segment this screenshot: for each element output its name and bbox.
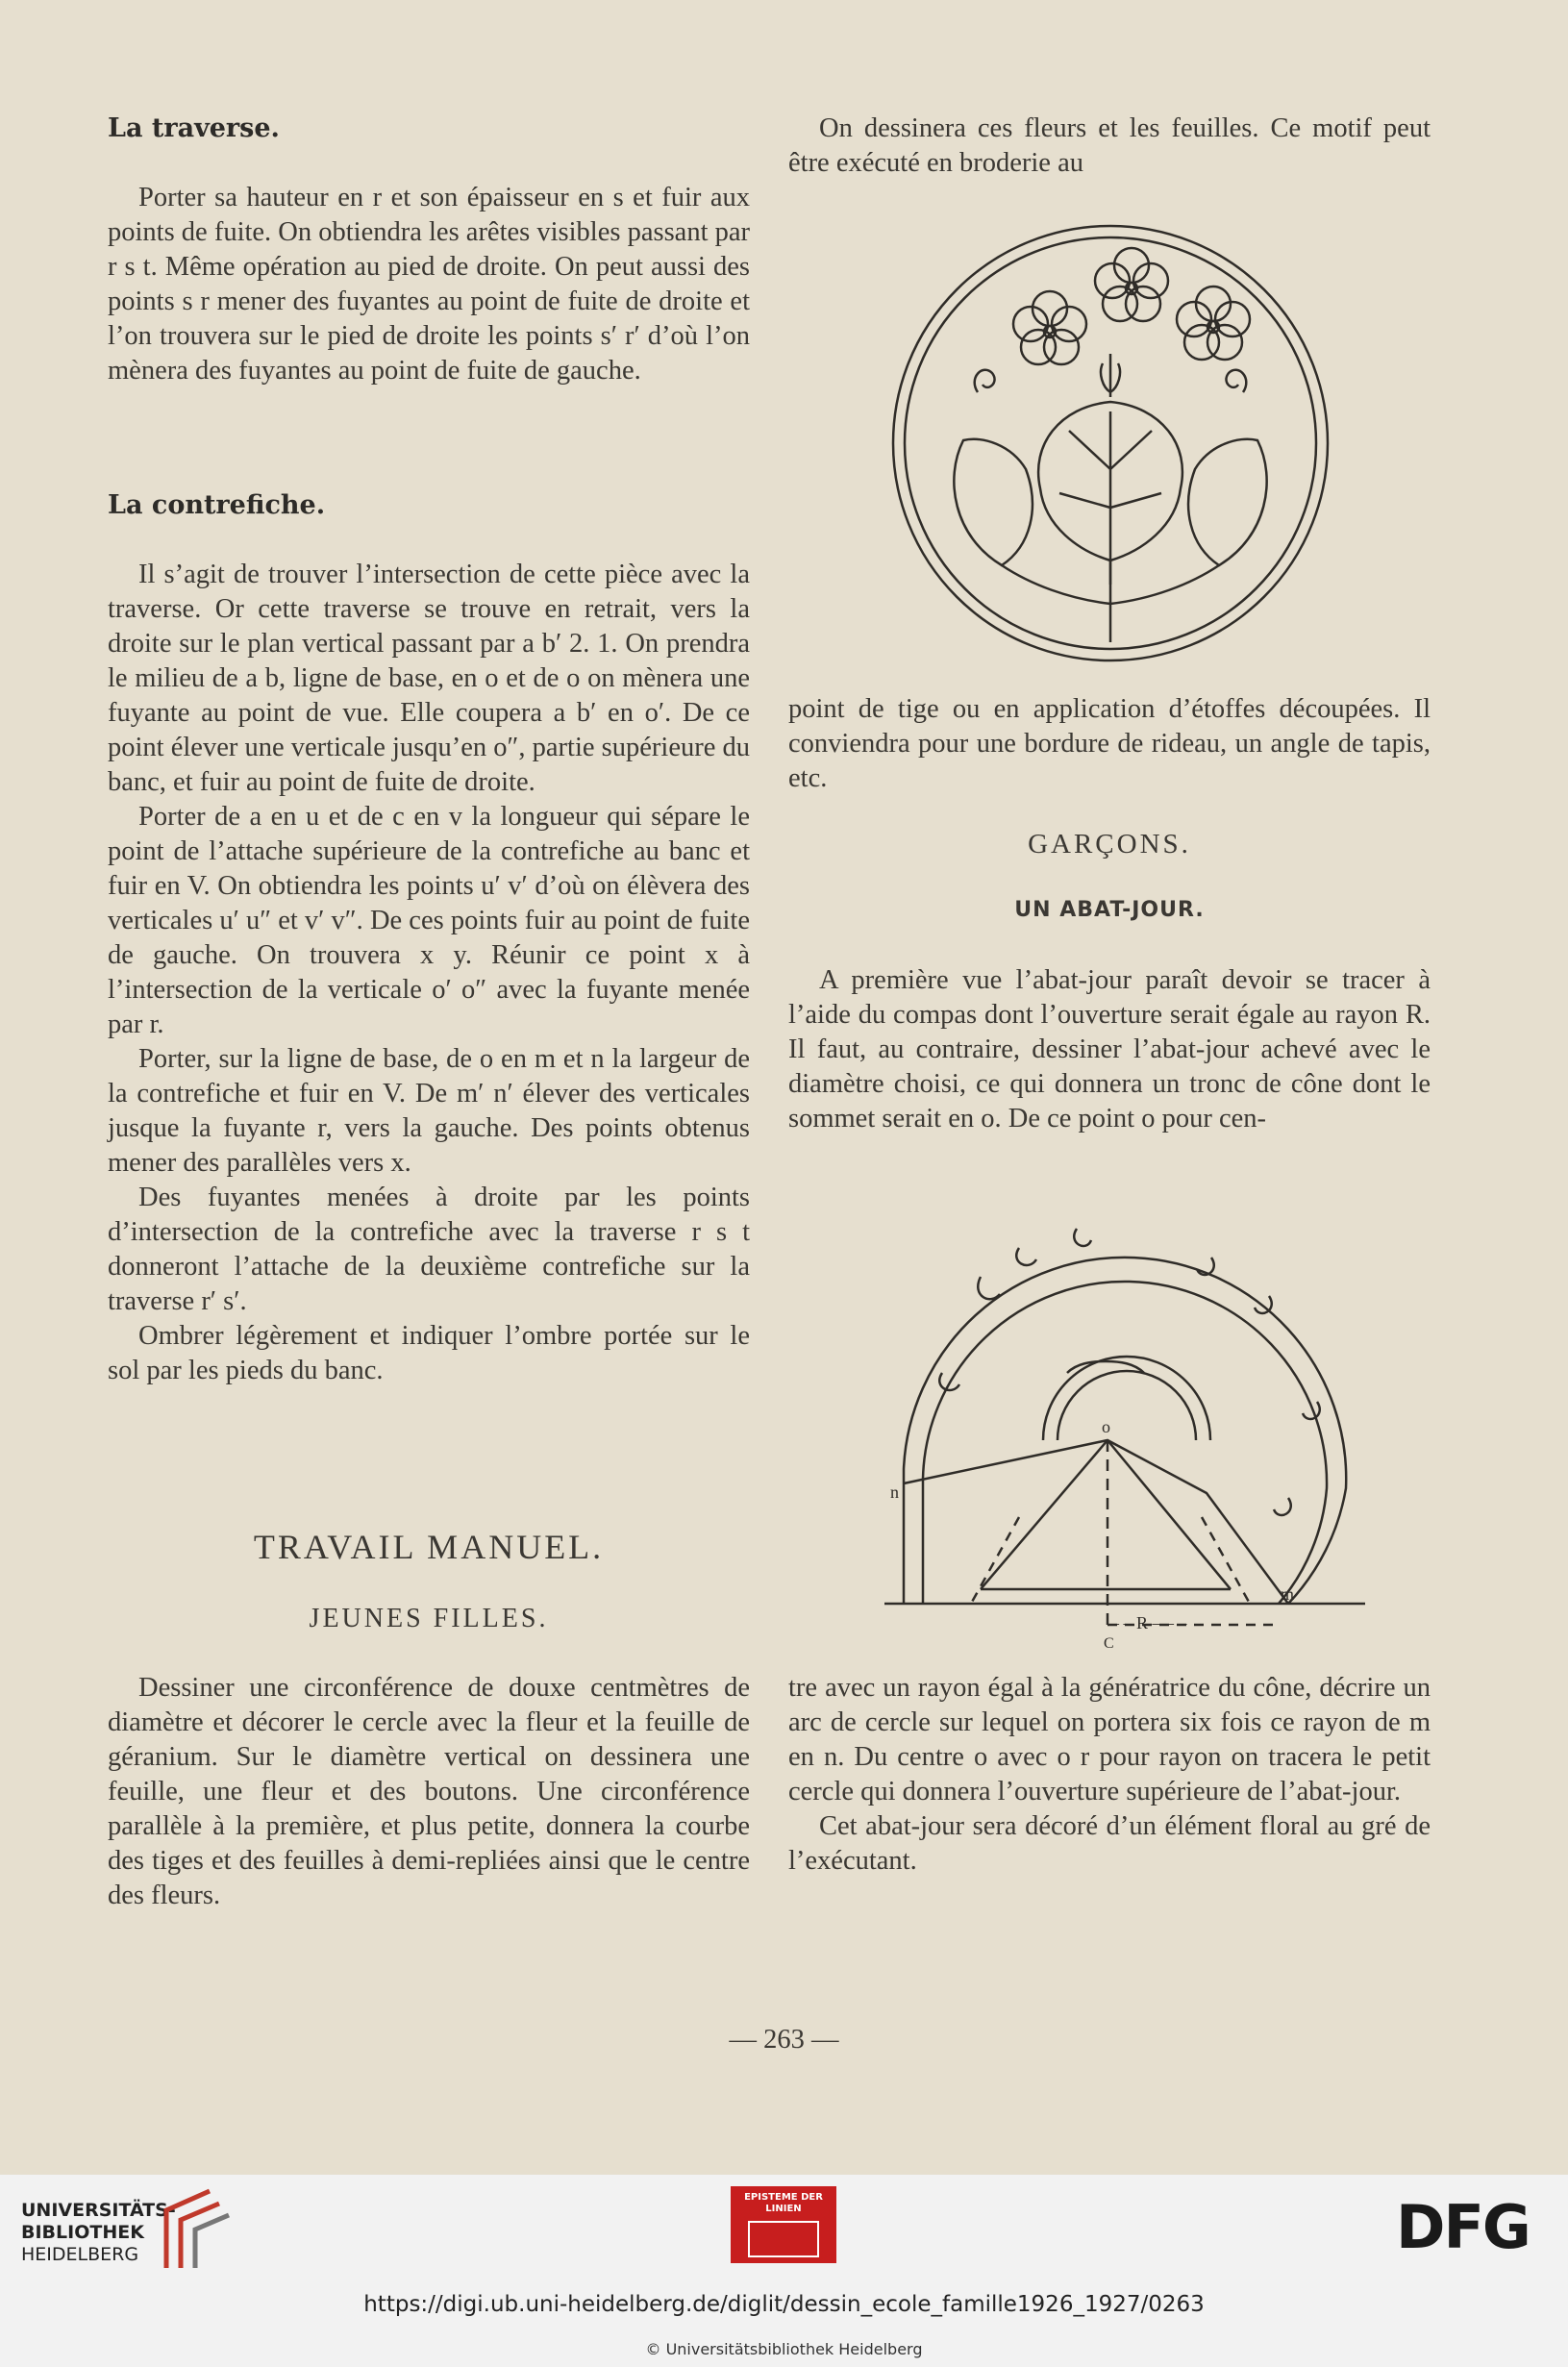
dfg-logo[interactable]: DFG: [1396, 2192, 1530, 2262]
right-continuation: [788, 692, 1431, 796]
contrefiche-text: [108, 558, 750, 1388]
page-number: — 263 —: [729, 2025, 839, 2055]
library-line-3: HEIDELBERG: [21, 2244, 139, 2265]
library-line-1: UNIVERSITÄTS-: [21, 2200, 176, 2221]
paragraph-8: tre avec un rayon égal à la génératrice du cône, décrire un arc de cercle sur lequel on portera six fois ce rayon de m en n. Du centre o avec o r pour rayon on tracera le petit cercle qui donnera l’ouverture supérieure de l’abat-jour.: [788, 1673, 1431, 1806]
heading-travail-manuel: TRAVAIL MANUEL.: [253, 1528, 605, 1566]
heading-abat-jour: UN ABAT-JOUR.: [1014, 898, 1205, 922]
badge-pattern-icon: [748, 2221, 819, 2257]
library-line-2: BIBLIOTHEK: [21, 2222, 144, 2243]
permalink[interactable]: https://digi.ub.uni-heidelberg.de/diglit/dessin_ecole_famille1926_1927/0263: [363, 2292, 1205, 2317]
paragraph-2: Porter de a en u et de c en v la longueur qui sépare le point de l’attache supérieure de la contrefiche au banc et fuir en V. On obtiendra les points u′ v′ d’où on élèvera des verticales u′ u″ et v′ v″. De ces points fuir au point de fuite de gauche. On trouvera x y. Réunir ce point x à l’intersection de la verticale o′ o″ avec la fuyante menée par r.: [108, 802, 750, 1039]
right-intro: [788, 112, 1431, 181]
footer: [0, 2175, 1568, 2367]
paragraph-text: Porter sa hauteur en r et son épaisseur en s et fuir aux points de fuite. On obtiendra les arêtes visibles passant par r s t. Même opération au pied de droite. On peut aussi des points s r mener des fuyantes au point de fuite de droite et l’on trouvera sur le pied de droite les points s′ r′ d’où l’on mènera des fuyantes au point de fuite de gauche.: [108, 183, 750, 386]
heading-jeunes-filles: JEUNES FILLES.: [309, 1604, 549, 1633]
abat-jour-text: [788, 963, 1431, 1136]
paragraph-continuation: point de tige ou en application d’étoffes découpées. Il conviendra pour une bordure de rideau, un angle de tapis, etc.: [788, 694, 1431, 793]
paragraph-6: Dessiner une circonférence de douxe centmètres de diamètre et décorer le cercle avec la fleur et la feuille de géranium. Sur le diamètre vertical on dessinera une feuille, une fleur et des boutons. Une circonférence parallèle à la première, et plus petite, donnera la courbe des tiges et des feuilles à demi-repliées ainsi que le centre des fleurs.: [108, 1673, 750, 1910]
library-logo-icon[interactable]: [152, 2186, 238, 2273]
paragraph-3: Porter, sur la ligne de base, de o en m et n la largeur de la contrefiche et fuir en V. De m′ n′ élever des verticales jusque la fuyante r, vers la gauche. Des points obtenus mener des parallèles vers x.: [108, 1044, 750, 1178]
paragraph-4: Des fuyantes menées à droite par les points d’intersection de la contrefiche avec la traverse r s t donneront l’attache de la deuxième contrefiche sur la traverse r′ s′.: [108, 1183, 750, 1316]
abat-jour-figure: [884, 1181, 1365, 1652]
paragraph-1: Il s’agit de trouver l’intersection de cette pièce avec la traverse. Or cette traverse se trouve en retrait, vers la droite sur le plan vertical passant par a b′ 2. 1. On prendra le milieu de a b, ligne de base, en o et de o on mènera une fuyante au point de vue. Elle coupera a b′ en o′. De ce point élever une verticale jusqu’en o″, partie supérieure du banc, et fuir au point de fuite de droite.: [108, 560, 750, 797]
paragraph-9: Cet abat-jour sera décoré d’un élément floral au gré de l’exécutant.: [788, 1811, 1431, 1876]
label-m: m: [1281, 1584, 1295, 1604]
label-c: C: [1104, 1635, 1114, 1652]
heading-la-traverse: La traverse.: [108, 113, 280, 143]
episteme-badge[interactable]: [731, 2186, 836, 2263]
jeunes-filles-text: [108, 1671, 750, 1913]
badge-text: EPISTEME DER LINIEN: [744, 2192, 823, 2214]
geranium-circle-figure: [886, 219, 1334, 667]
paragraph-traverse: [108, 181, 750, 388]
copyright: © Universitätsbibliothek Heidelberg: [645, 2340, 923, 2358]
heading-la-contrefiche: La contrefiche.: [108, 490, 326, 520]
heading-garcons: GARÇONS.: [1028, 829, 1191, 860]
paragraph-intro: On dessinera ces fleurs et les feuilles. Ce motif peut être exécuté en broderie au: [788, 113, 1431, 178]
label-dimension: – – R – – –: [1110, 1613, 1187, 1632]
paragraph-5: Ombrer légèrement et indiquer l’ombre portée sur le sol par les pieds du banc.: [108, 1321, 750, 1385]
label-n: n: [890, 1482, 899, 1502]
paragraph-7: A première vue l’abat-jour paraît devoir se tracer à l’aide du compas dont l’ouverture serait égale au rayon R. Il faut, au contraire, dessiner l’abat-jour achevé avec le diamètre choisi, ce qui donnera un tronc de cône dont le sommet serait en o. De ce point o pour cen-: [788, 965, 1431, 1134]
abat-jour-text-2: [788, 1671, 1431, 1879]
label-o: o: [1102, 1417, 1110, 1436]
